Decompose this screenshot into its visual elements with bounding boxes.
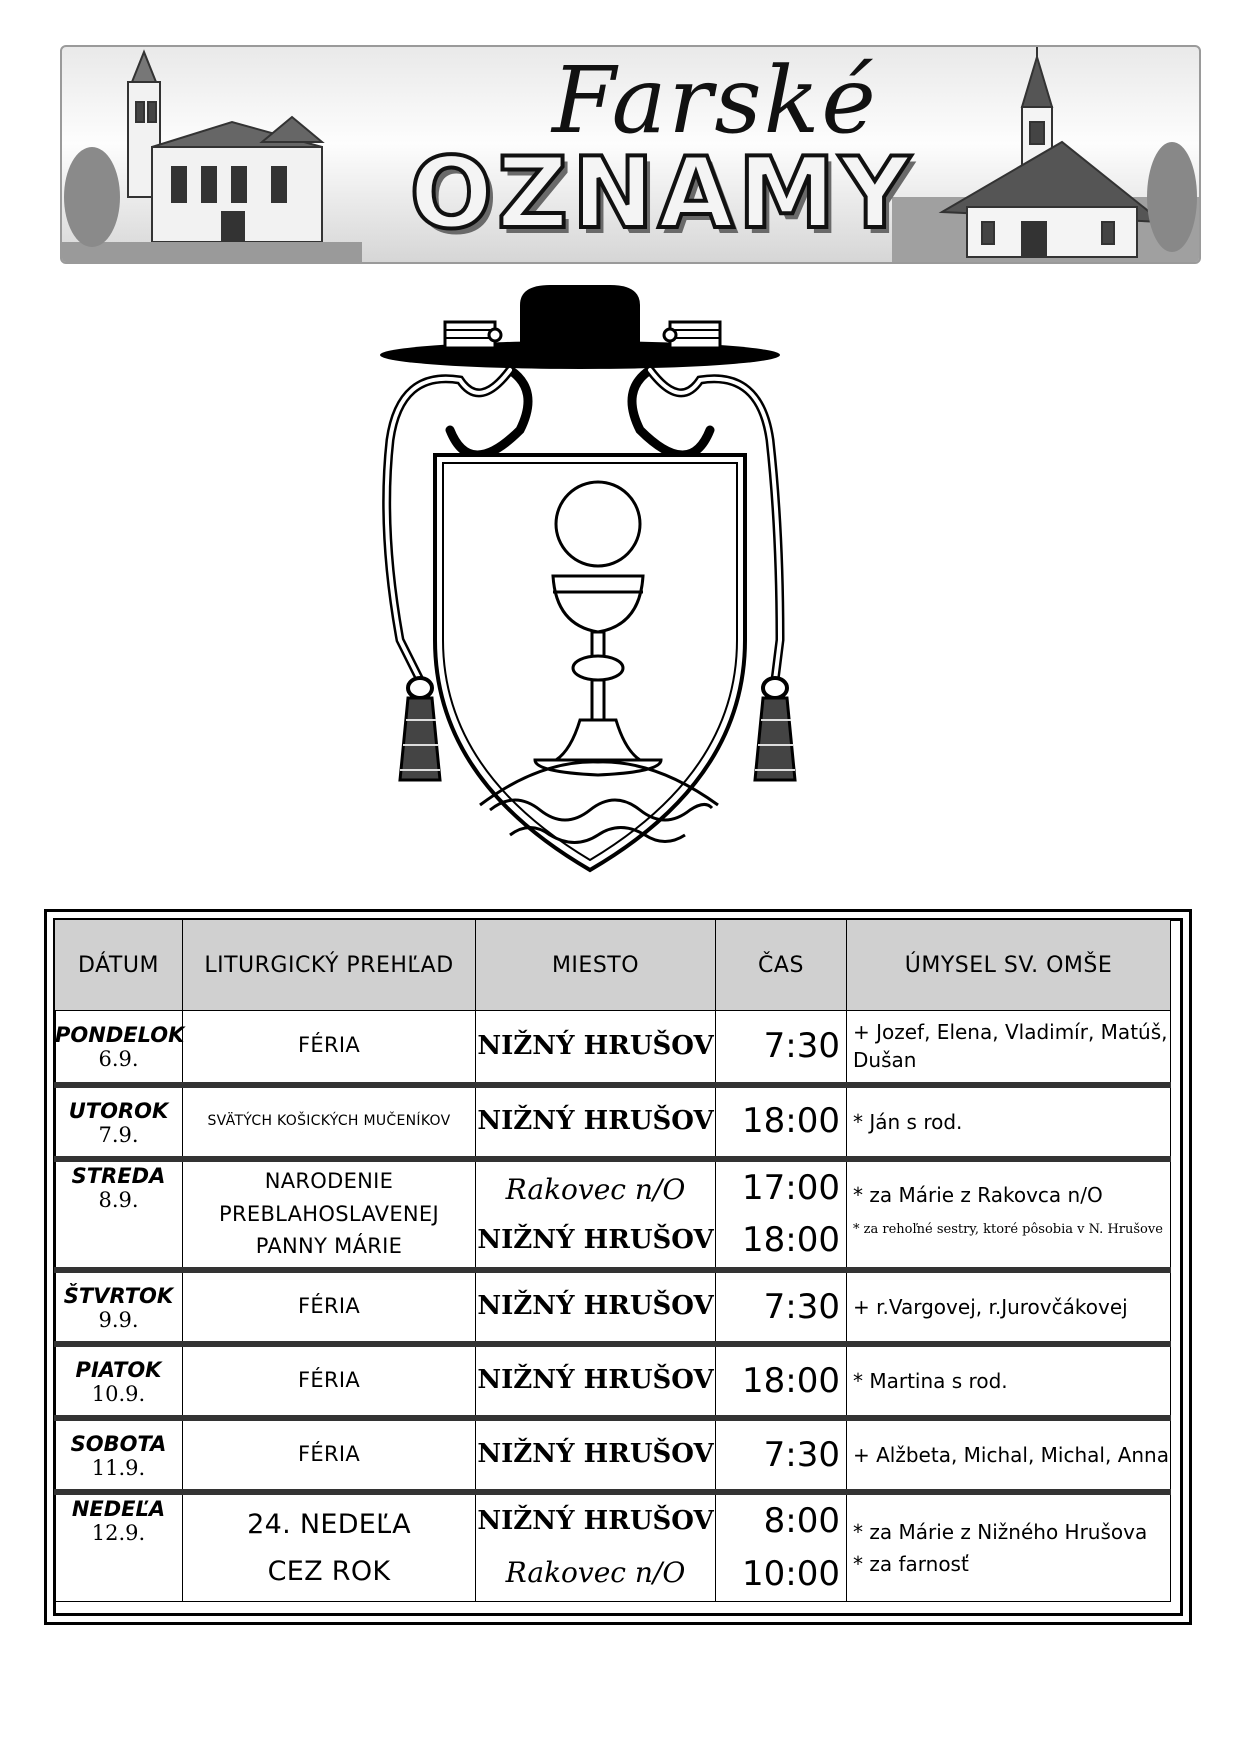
table-row <box>55 1159 1171 1270</box>
time-cell <box>716 1085 847 1159</box>
time-cell <box>716 1159 847 1270</box>
place: NIŽNÝ HRUŠOV <box>477 1105 714 1136</box>
day-name: ŠTVRTOK <box>63 1283 174 1308</box>
time-cell <box>716 1011 847 1085</box>
tassel-left-icon <box>400 678 440 780</box>
coat-of-arms-image <box>340 280 900 880</box>
intention: * za rehoľné sestry, ktoré pôsobia v N. Hrušove <box>853 1222 1163 1238</box>
intention-cell <box>847 1159 1171 1270</box>
intention-cell <box>847 1492 1171 1602</box>
host-icon <box>556 482 640 566</box>
time-cell <box>716 1270 847 1344</box>
mass-schedule-table <box>54 919 1171 1602</box>
intention-cell: + Jozef, Elena, Vladimír, Matúš, Dušan <box>847 1011 1171 1085</box>
place-cell <box>476 1344 716 1418</box>
header-liturgy: LITURGICKÝ PREHĽAD <box>183 920 476 1011</box>
place-cell <box>476 1492 716 1602</box>
intention: * za farnosť <box>853 1552 969 1577</box>
day-name: STREDA <box>71 1163 166 1188</box>
day-date: 11.9. <box>91 1455 146 1480</box>
place: NIŽNÝ HRUŠOV <box>477 1439 714 1470</box>
place: Rakovec n/O <box>505 1172 686 1206</box>
banner-title-oznamy: OZNAMY <box>409 137 915 251</box>
day-name: PONDELOK <box>55 1023 185 1048</box>
place-cell <box>476 1011 716 1085</box>
place: NIŽNÝ HRUŠOV <box>477 1505 714 1536</box>
liturgy-cell: 24. NEDEĽA CEZ ROK <box>183 1492 476 1602</box>
intention-cell: + r.Vargovej, r.Jurovčákovej <box>847 1270 1171 1344</box>
intention-cell: * Martina s rod. <box>847 1344 1171 1418</box>
date-cell <box>55 1344 183 1418</box>
day-date: 7.9. <box>98 1122 139 1147</box>
time: 7:30 <box>763 1286 840 1327</box>
galero-hat-icon <box>380 285 780 369</box>
place: Rakovec n/O <box>505 1556 686 1590</box>
time: 7:30 <box>763 1025 840 1066</box>
table-row <box>55 1344 1171 1418</box>
liturgy-cell: FÉRIA <box>183 1011 476 1085</box>
place: NIŽNÝ HRUŠOV <box>477 1365 714 1396</box>
header-date: DÁTUM <box>55 920 183 1011</box>
intention: * za Márie z Nižného Hrušova <box>853 1520 1148 1545</box>
place-cell <box>476 1085 716 1159</box>
liturgy-cell: NARODENIE PREBLAHOSLAVENEJ PANNY MÁRIE <box>183 1159 476 1270</box>
time: 18:00 <box>742 1101 840 1142</box>
place: NIŽNÝ HRUŠOV <box>477 1225 714 1256</box>
time: 10:00 <box>742 1554 840 1595</box>
intention: * za Márie z Rakovca n/O <box>853 1183 1103 1208</box>
time-cell <box>716 1344 847 1418</box>
time: 7:30 <box>763 1434 840 1475</box>
place-cell <box>476 1159 716 1270</box>
day-name: SOBOTA <box>70 1431 167 1456</box>
day-date: 8.9. <box>98 1187 139 1212</box>
table-row <box>55 1011 1171 1085</box>
day-date: 12.9. <box>91 1520 146 1545</box>
time-cell <box>716 1492 847 1602</box>
liturgy-cell: FÉRIA <box>183 1344 476 1418</box>
tassel-right-icon <box>755 678 795 780</box>
table-row <box>55 1270 1171 1344</box>
time: 18:00 <box>742 1360 840 1401</box>
day-name: PIATOK <box>75 1357 162 1382</box>
day-name: UTOROK <box>68 1098 169 1123</box>
date-cell <box>55 1270 183 1344</box>
place: NIŽNÝ HRUŠOV <box>477 1291 714 1322</box>
left-church-image <box>62 52 362 262</box>
header-intention: ÚMYSEL SV. OMŠE <box>847 920 1171 1011</box>
day-name: NEDEĽA <box>71 1496 166 1521</box>
table-header-row <box>55 920 1171 1011</box>
time: 18:00 <box>742 1220 840 1261</box>
table-row <box>55 1418 1171 1492</box>
day-date: 9.9. <box>98 1307 139 1332</box>
intention-cell: * Ján s rod. <box>847 1085 1171 1159</box>
date-cell <box>55 1418 183 1492</box>
banner-title-farske: Farské <box>552 47 878 154</box>
date-cell <box>55 1085 183 1159</box>
place: NIŽNÝ HRUŠOV <box>477 1030 714 1061</box>
table-row <box>55 1492 1171 1602</box>
schedule-frame <box>44 909 1192 1625</box>
place-cell <box>476 1418 716 1492</box>
liturgy-cell: FÉRIA <box>183 1418 476 1492</box>
liturgy-cell: FÉRIA <box>183 1270 476 1344</box>
intention-cell: + Alžbeta, Michal, Michal, Anna <box>847 1418 1171 1492</box>
date-cell <box>55 1011 183 1085</box>
time-cell <box>716 1418 847 1492</box>
place-cell <box>476 1270 716 1344</box>
day-date: 6.9. <box>98 1047 139 1072</box>
day-date: 10.9. <box>91 1381 146 1406</box>
date-cell <box>55 1492 183 1602</box>
time: 17:00 <box>742 1167 840 1208</box>
liturgy-cell: SVÄTÝCH KOŠICKÝCH MUČENÍKOV <box>183 1085 476 1159</box>
header-time: ČAS <box>716 920 847 1011</box>
time: 8:00 <box>763 1501 840 1542</box>
header-place: MIESTO <box>476 920 716 1011</box>
table-row <box>55 1085 1171 1159</box>
header-banner <box>60 45 1201 264</box>
date-cell <box>55 1159 183 1270</box>
